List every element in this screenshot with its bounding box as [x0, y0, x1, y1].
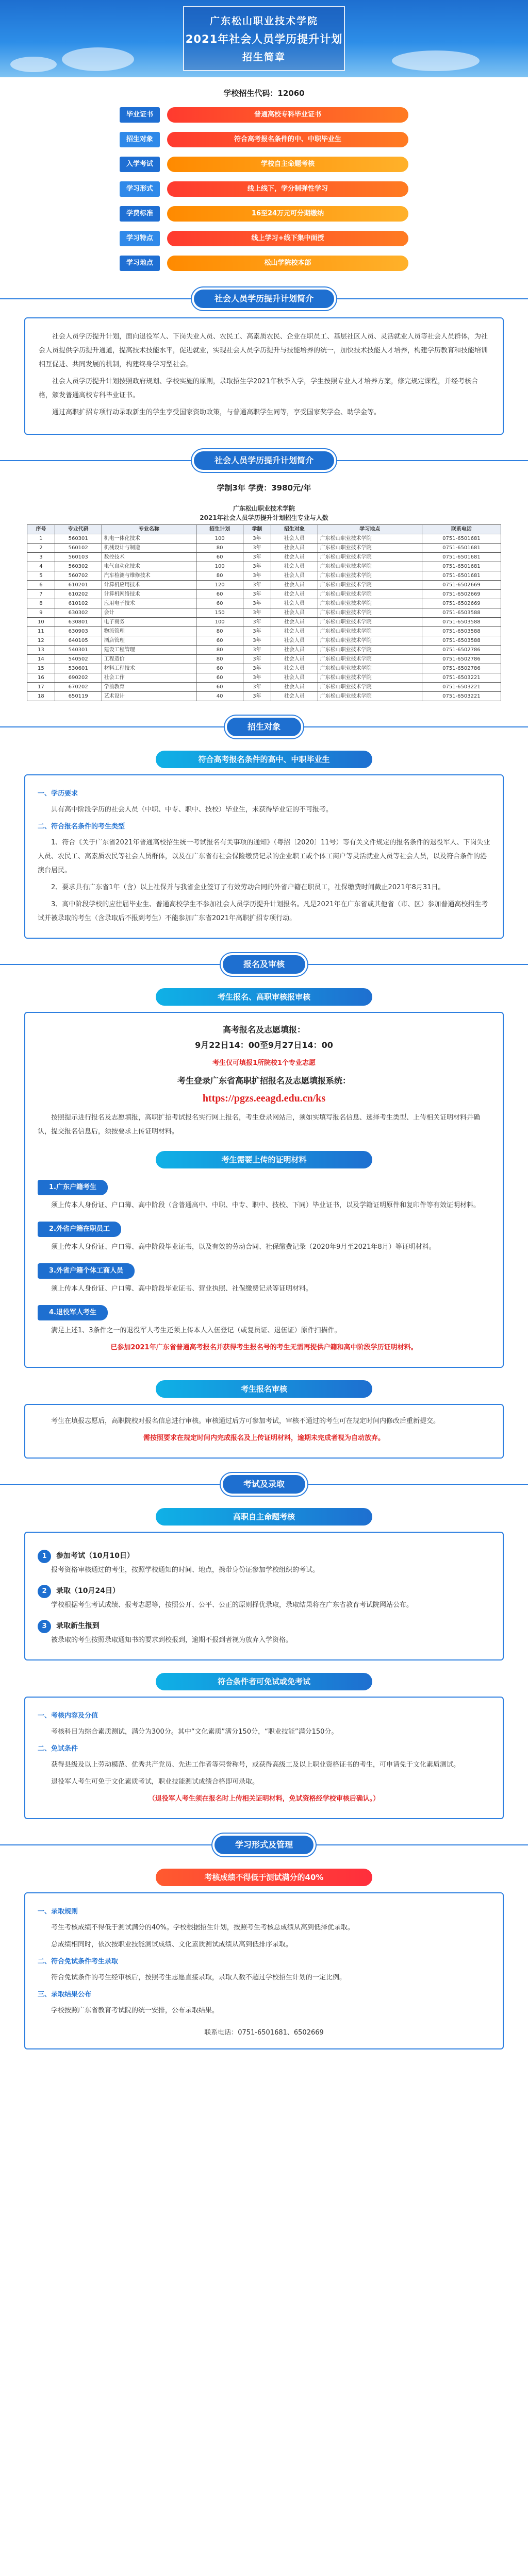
table-cell: 670202: [55, 683, 102, 692]
table-cell: 工程造价: [102, 655, 196, 664]
table-cell: 60: [196, 664, 243, 673]
table-cell: 610102: [55, 599, 102, 608]
school-code-label: 学校招生代码：: [223, 89, 278, 98]
review-title: 考生报名审核: [156, 1380, 372, 1398]
table-cell: 机电一体化技术: [102, 534, 196, 544]
table-cell: 社会人员: [271, 590, 318, 599]
table-cell: 0751-6503221: [422, 692, 501, 701]
table-header-cell: 联系电话: [422, 525, 501, 534]
table-row: [27, 655, 501, 664]
table-cell: 0751-6502669: [422, 599, 501, 608]
contact-phone[interactable]: 0751-6501681、6502669: [238, 2029, 324, 2037]
table-cell: 社会人员: [271, 683, 318, 692]
score-paragraph: 退役军人考生可免于文化素质考试，职业技能测试成绩合格即可录取。: [51, 1778, 259, 1786]
material-note: 已参加2021年广东省普通高考报名并获得考生报名号的考生无需再提供户籍和高中阶段学历证明材料。: [110, 1344, 418, 1351]
table-cell: 3年: [243, 608, 271, 618]
tag-value: 普通高校专科毕业证书: [167, 107, 408, 123]
exam-subhead: 高职自主命题考核: [156, 1508, 372, 1526]
table-row: [27, 673, 501, 683]
tag-value: 16至24万元可分期缴纳: [167, 206, 408, 222]
admit-paragraph: 总成绩相同时，依次按职业技能测试成绩、文化素质测试成绩从高到低排序录取。: [51, 1941, 293, 1948]
table-cell: 630903: [55, 627, 102, 636]
plan-headline: 学制3年 学费：3980元/年: [217, 483, 311, 493]
admit-paragraph: 学校按照广东省教育考试院的统一安排，公布录取结果。: [51, 2007, 219, 2014]
section-title: 社会人员学历提升计划简介: [194, 451, 334, 470]
table-cell: 0751-6502786: [422, 646, 501, 655]
register-box: [24, 1012, 504, 1368]
table-cell: 3年: [243, 544, 271, 553]
target-paragraph: 3、高中阶段学校的应往届毕业生、普通高校学生不参加社会人员学历提升计划报名。凡是2021年在广东省或其他省（市、区）参加普通高校招生考试并被录取的考生（含录取后不报到考生）不能参加广东省2021年高职扩招专项行动。: [38, 901, 488, 922]
table-cell: 社会工作: [102, 673, 196, 683]
table-cell: 计算机网络技术: [102, 590, 196, 599]
tag-label: 学习特点: [120, 231, 160, 246]
score-heading: 二、免试条件: [38, 1745, 78, 1753]
table-cell: 3年: [243, 553, 271, 562]
table-cell: 广东松山职业技术学院: [318, 655, 422, 664]
section-title: 学习形式及管理: [214, 1836, 314, 1854]
tag-label: 学费标准: [120, 206, 160, 222]
table-cell: 社会人员: [271, 544, 318, 553]
intro-box: [24, 317, 504, 435]
table-cell: 广东松山职业技术学院: [318, 608, 422, 618]
table-cell: 15: [27, 664, 55, 673]
table-cell: 0751-6502669: [422, 590, 501, 599]
target-paragraph: 1、符合《关于广东省2021年普通高校招生统一考试报名有关事项的通知》（粤招〔2020〕11号）等有关文件规定的报名条件的退役军人、下岗失业人员、农民工、高素质农民等社会人员群体，以及在广东省有社会保险缴费记录的企业职工或个体工商户等灵活就业人员等社会人员，以及符合条件的港澳台居民。: [38, 839, 490, 874]
table-cell: 广东松山职业技术学院: [318, 692, 422, 701]
table-cell: 3年: [243, 655, 271, 664]
table-cell: 60: [196, 553, 243, 562]
step-text: 报考资格审核通过的考生，按照学校通知的时间、地点，携带身份证参加学校组织的考试。: [51, 1566, 320, 1574]
table-cell: 广东松山职业技术学院: [318, 599, 422, 608]
table-cell: 广东松山职业技术学院: [318, 664, 422, 673]
table-cell: 广东松山职业技术学院: [318, 534, 422, 544]
table-cell: 社会人员: [271, 646, 318, 655]
table-cell: 社会人员: [271, 692, 318, 701]
table-cell: 3年: [243, 627, 271, 636]
table-cell: 14: [27, 655, 55, 664]
target-paragraph: 2、要求具有广东省1年（含）以上社保并与我省企业签订了有效劳动合同的外省户籍在职员工，社保缴费时间截止2021年8月31日。: [51, 884, 445, 891]
table-cell: 560302: [55, 562, 102, 571]
table-cell: 物流管理: [102, 627, 196, 636]
tag-label: 毕业证书: [120, 107, 160, 123]
admit-heading: 三、录取结果公布: [38, 1991, 92, 1998]
table-cell: 艺术设计: [102, 692, 196, 701]
school-name: 广东松山职业技术学院: [209, 15, 318, 27]
table-cell: 60: [196, 590, 243, 599]
admit-subhead: 考核成绩不得低于测试满分的40%: [156, 1869, 372, 1886]
table-cell: 电气自动化技术: [102, 562, 196, 571]
tag-value: 符合高考报名条件的中、中职毕业生: [167, 132, 408, 147]
table-cell: 学前教育: [102, 683, 196, 692]
target-paragraph: 具有高中阶段学历的社会人员（中职、中专、职中、技校）毕业生，未获得毕业证的不可报考。: [51, 806, 333, 814]
table-cell: 9: [27, 608, 55, 618]
step-row: [38, 1619, 490, 1633]
section-header: [0, 716, 528, 738]
table-row: [27, 636, 501, 646]
tag-value: 线上线下，学分制弹性学习: [167, 181, 408, 197]
table-cell: 80: [196, 646, 243, 655]
table-row: [27, 599, 501, 608]
table-cell: 17: [27, 683, 55, 692]
table-cell: 80: [196, 544, 243, 553]
table-cell: 社会人员: [271, 581, 318, 590]
table-cell: 广东松山职业技术学院: [318, 590, 422, 599]
register-url-link[interactable]: https://pgzs.eeagd.edu.cn/ks: [202, 1093, 326, 1104]
table-row: [27, 590, 501, 599]
table-cell: 150: [196, 608, 243, 618]
table-cell: 电子商务: [102, 618, 196, 627]
table-row: [27, 692, 501, 701]
admit-heading: 二、符合免试条件考生录取: [38, 1958, 119, 1965]
step-title: 录取新生报到: [56, 1622, 100, 1630]
admit-paragraph: 考生考核成绩不得低于测试满分的40%。学校根据招生计划，按照考生考核总成绩从高到低择优录取。: [51, 1924, 354, 1931]
table-cell: 广东松山职业技术学院: [318, 636, 422, 646]
contact-line: [38, 2027, 490, 2039]
step-title: 参加考试（10月10日）: [56, 1552, 134, 1560]
step-row: [38, 1584, 490, 1598]
table-cell: 0751-6503221: [422, 673, 501, 683]
table-cell: 0751-6501681: [422, 544, 501, 553]
table-cell: 100: [196, 618, 243, 627]
register-notice: 考生仅可填报1所院校1个专业志愿: [212, 1059, 316, 1067]
table-row: [27, 534, 501, 544]
brochure-title: 招生简章: [242, 52, 286, 63]
plan-title: 2021年社会人员学历提升计划: [185, 33, 343, 45]
table-cell: 汽车检测与维修技术: [102, 571, 196, 581]
step-number: 3: [38, 1620, 51, 1633]
table-cell: 560702: [55, 571, 102, 581]
table-cell: 0751-6503588: [422, 618, 501, 627]
table-cell: 7: [27, 590, 55, 599]
table-header-cell: 序号: [27, 525, 55, 534]
table-cell: 数控技术: [102, 553, 196, 562]
tag-value: 松山学院校本部: [167, 256, 408, 271]
tag-value: 学校自主命题考核: [167, 157, 408, 172]
hero-title-box: [183, 6, 345, 71]
review-text: 考生在填报志愿后，高职院校对报名信息进行审核。审核通过后方可参加考试，审核不通过的考生可在规定时间内修改后重新提交。: [51, 1417, 440, 1425]
table-cell: 3年: [243, 673, 271, 683]
table-row: [27, 627, 501, 636]
table-cell: 630801: [55, 618, 102, 627]
score-box: [24, 1697, 504, 1819]
table-cell: 广东松山职业技术学院: [318, 553, 422, 562]
table-header-cell: 专业名称: [102, 525, 196, 534]
intro-paragraph: 通过高职扩招专项行动录取新生的学生享受国家资助政策，与普通高职学生同等，享受国家奖学金、助学金等。: [52, 409, 381, 416]
table-cell: 3年: [243, 646, 271, 655]
table-cell: 10: [27, 618, 55, 627]
table-cell: 3年: [243, 534, 271, 544]
score-subhead: 符合条件者可免试或免考试: [156, 1673, 372, 1690]
table-cell: 560103: [55, 553, 102, 562]
table-cell: 80: [196, 655, 243, 664]
table-cell: 社会人员: [271, 618, 318, 627]
score-warning: （退役军人考生须在报名时上传相关证明材料，免试资格经学校审核后确认。）: [148, 1795, 380, 1803]
table-cell: 8: [27, 599, 55, 608]
section-title: 报名及审核: [223, 955, 305, 974]
tag-row: [120, 253, 408, 273]
table-cell: 3年: [243, 636, 271, 646]
score-paragraph: 获得县级及以上劳动模范、优秀共产党员、先进工作者等荣誉称号，或获得高级工及以上职业资格证书的考生，可申请免于文化素质测试。: [51, 1761, 460, 1769]
table-header-cell: 专业代码: [55, 525, 102, 534]
score-heading: 一、考核内容及分值: [38, 1712, 98, 1720]
step-row: [38, 1549, 490, 1563]
tag-row: [120, 179, 408, 199]
table-header-cell: 学习地点: [318, 525, 422, 534]
target-heading: 二、符合报名条件的考生类型: [38, 823, 125, 831]
section-title: 社会人员学历提升计划简介: [194, 290, 334, 308]
table-cell: 650119: [55, 692, 102, 701]
table-cell: 建设工程管理: [102, 646, 196, 655]
register-site-label: 考生登录广东省高职扩招报名及志愿填报系统：: [177, 1076, 351, 1086]
table-cell: 3年: [243, 581, 271, 590]
section-header: [0, 1834, 528, 1856]
table-cell: 60: [196, 683, 243, 692]
tag-row: [120, 105, 408, 125]
table-cell: 60: [196, 673, 243, 683]
material-label: 2.外省户籍在职员工: [38, 1222, 121, 1237]
table-row: [27, 664, 501, 673]
review-box: [24, 1404, 504, 1459]
table-cell: 0751-6501681: [422, 562, 501, 571]
review-warning: 需按照要求在规定时间内完成报名及上传证明材料，逾期未完成者视为自动放弃。: [143, 1434, 385, 1442]
step-title: 录取（10月24日）: [56, 1587, 120, 1595]
material-text: 须上传本人身份证、户口簿、高中阶段（含普通高中、中职、中专、职中、技校、下同）毕业证书，以及学籍证明原件和复印件等有效证明材料。: [51, 1201, 481, 1209]
school-code-value: 12060: [277, 89, 305, 98]
table-cell: 广东松山职业技术学院: [318, 581, 422, 590]
intro-paragraph: 社会人员学历提升计划按照政府规划、学校实施的原则，录取招生学2021年秋季入学，学生按照专业人才培养方案，修完规定课程，并经考核合格，颁发普通高校专科毕业证书。: [39, 378, 478, 399]
table-cell: 120: [196, 581, 243, 590]
table-cell: 广东松山职业技术学院: [318, 544, 422, 553]
plan-table: [27, 524, 501, 701]
table-cell: 3年: [243, 664, 271, 673]
tag-label: 招生对象: [120, 132, 160, 147]
school-code: [0, 88, 528, 101]
plan-table-wrap: [27, 504, 501, 701]
table-cell: 610201: [55, 581, 102, 590]
table-cell: 计算机应用技术: [102, 581, 196, 590]
step-text: 被录取的考生按照录取通知书的要求到校报到，逾期不报到者视为放弃入学资格。: [51, 1636, 293, 1644]
table-cell: 3年: [243, 683, 271, 692]
section-title: 招生对象: [227, 718, 301, 736]
register-subhead: 考生报名、高职审核报审核: [156, 988, 372, 1006]
table-cell: 0751-6503588: [422, 627, 501, 636]
table-cell: 3年: [243, 618, 271, 627]
table-cell: 社会人员: [271, 534, 318, 544]
table-cell: 100: [196, 534, 243, 544]
table-cell: 80: [196, 571, 243, 581]
table-row: [27, 646, 501, 655]
tag-row: [120, 229, 408, 248]
table-cell: 0751-6502786: [422, 664, 501, 673]
section-header: [0, 287, 528, 310]
table-cell: 酒店管理: [102, 636, 196, 646]
table-row: [27, 553, 501, 562]
target-subhead: 符合高考报名条件的高中、中职毕业生: [156, 751, 372, 768]
table-cell: 社会人员: [271, 562, 318, 571]
table-row: [27, 618, 501, 627]
intro-paragraph: 社会人员学历提升计划，面向退役军人、下岗失业人员、农民工、高素质农民、企业在职员工、基层社区人员、灵活就业人员等社会人员群体，为社会人员提供学历提升通道，提高技术技能水平，促进就业，实现社会人员学历提升与技能培养的统一，加快技术技能人才培养，构建学历教育和技能培训相互促进、共同发展的机制，构建终身学习型社会。: [39, 333, 488, 368]
table-cell: 690202: [55, 673, 102, 683]
table-cell: 3年: [243, 599, 271, 608]
table-row: [27, 581, 501, 590]
register-note: 按照提示进行报名及志愿填报，高职扩招考试报名实行网上报名，考生登录网站后，须如实填写报名信息、选择考生类型、上传相关证明材料并确认，提交报名信息后，须按要求上传证明材料。: [38, 1114, 481, 1136]
admit-paragraph: 符合免试条件的考生经审核后，按照考生志愿直接录取，录取人数不超过学校招生计划的一定比例。: [51, 1974, 346, 1981]
table-header-cell: 招生对象: [271, 525, 318, 534]
tag-label: 入学考试: [120, 157, 160, 172]
table-cell: 610202: [55, 590, 102, 599]
table-cell: 100: [196, 562, 243, 571]
tag-value: 线上学习+线下集中面授: [167, 231, 408, 246]
table-cell: 3年: [243, 590, 271, 599]
target-heading: 一、学历要求: [38, 790, 78, 798]
table-cell: 社会人员: [271, 636, 318, 646]
table-cell: 0751-6503221: [422, 683, 501, 692]
table-row: [27, 683, 501, 692]
table-cell: 6: [27, 581, 55, 590]
hero-banner: [0, 0, 528, 77]
table-cell: 0751-6501681: [422, 571, 501, 581]
table-cell: 0751-6503588: [422, 608, 501, 618]
register-period-label: 高考报名及志愿填报：: [222, 1025, 305, 1035]
table-cell: 社会人员: [271, 553, 318, 562]
table-subtitle: 2021年社会人员学历提升计划招生专业与人数: [200, 514, 328, 521]
material-label: 4.退役军人考生: [38, 1305, 108, 1320]
admit-heading: 一、录取规则: [38, 1908, 78, 1916]
step-text: 学校根据考生考试成绩、报考志愿等，按照公开、公平、公正的原则择优录取，录取结果将在广东省教育考试院网站公布。: [51, 1601, 414, 1609]
section-header: [0, 449, 528, 472]
table-cell: 0751-6503588: [422, 636, 501, 646]
table-cell: 社会人员: [271, 673, 318, 683]
table-cell: 4: [27, 562, 55, 571]
table-cell: 80: [196, 627, 243, 636]
table-cell: 60: [196, 599, 243, 608]
material-label: 1.广东户籍考生: [38, 1180, 108, 1195]
exam-box: [24, 1532, 504, 1660]
table-cell: 广东松山职业技术学院: [318, 646, 422, 655]
material-text: 须上传本人身份证、户口簿、高中阶段毕业证书、营业执照、社保缴费记录等证明材料。: [51, 1285, 313, 1293]
table-cell: 广东松山职业技术学院: [318, 562, 422, 571]
tag-row: [120, 155, 408, 174]
section-header: [0, 953, 528, 976]
table-cell: 应用电子技术: [102, 599, 196, 608]
table-cell: 社会人员: [271, 571, 318, 581]
table-cell: 11: [27, 627, 55, 636]
table-cell: 540502: [55, 655, 102, 664]
table-cell: 18: [27, 692, 55, 701]
tag-label: 学习地点: [120, 256, 160, 271]
table-header-cell: 学制: [243, 525, 271, 534]
table-cell: 3年: [243, 562, 271, 571]
register-period-value: 9月22日14：00至9月27日14：00: [195, 1040, 333, 1050]
materials-title: 考生需要上传的证明材料: [156, 1151, 372, 1168]
table-cell: 广东松山职业技术学院: [318, 571, 422, 581]
tag-row: [120, 130, 408, 149]
target-box: [24, 774, 504, 939]
table-cell: 530601: [55, 664, 102, 673]
section-header: [0, 1473, 528, 1496]
table-cell: 0751-6502786: [422, 655, 501, 664]
table-row: [27, 608, 501, 618]
table-row: [27, 562, 501, 571]
table-cell: 60: [196, 636, 243, 646]
table-cell: 540301: [55, 646, 102, 655]
table-cell: 3年: [243, 692, 271, 701]
admit-box: [24, 1892, 504, 2049]
table-cell: 1: [27, 534, 55, 544]
table-cell: 广东松山职业技术学院: [318, 627, 422, 636]
table-cell: 0751-6502669: [422, 581, 501, 590]
table-cell: 社会人员: [271, 599, 318, 608]
table-header-cell: 招生计划: [196, 525, 243, 534]
table-cell: 广东松山职业技术学院: [318, 618, 422, 627]
table-cell: 社会人员: [271, 664, 318, 673]
table-cell: 640105: [55, 636, 102, 646]
table-cell: 3: [27, 553, 55, 562]
table-cell: 广东松山职业技术学院: [318, 683, 422, 692]
table-cell: 机械设计与制造: [102, 544, 196, 553]
table-cell: 630302: [55, 608, 102, 618]
table-row: [27, 571, 501, 581]
score-paragraph: 考核科目为综合素质测试，满分为300分。其中“文化素质”满分150分，“职业技能”满分150分。: [51, 1728, 338, 1736]
table-cell: 社会人员: [271, 627, 318, 636]
step-number: 2: [38, 1585, 51, 1598]
material-text: 满足上述1、3条件之一的退役军人考生还须上传本人入伍登记（或复员证、退伍证）原件扫描件。: [51, 1327, 341, 1334]
table-cell: 会计: [102, 608, 196, 618]
material-label: 3.外省户籍个体工商人员: [38, 1263, 135, 1279]
table-cell: 40: [196, 692, 243, 701]
table-cell: 16: [27, 673, 55, 683]
table-cell: 12: [27, 636, 55, 646]
section-title: 考试及录取: [223, 1475, 305, 1494]
table-cell: 0751-6501681: [422, 553, 501, 562]
table-cell: 2: [27, 544, 55, 553]
table-cell: 560102: [55, 544, 102, 553]
table-cell: 3年: [243, 571, 271, 581]
table-cell: 13: [27, 646, 55, 655]
material-text: 须上传本人身份证、户口簿、高中阶段毕业证书，以及有效的劳动合同、社保缴费记录（2020年9月至2021年8月）等证明材料。: [51, 1243, 436, 1251]
table-cell: 560301: [55, 534, 102, 544]
summary-tags: [120, 105, 408, 273]
table-cell: 0751-6501681: [422, 534, 501, 544]
table-cell: 广东松山职业技术学院: [318, 673, 422, 683]
tag-row: [120, 204, 408, 224]
step-number: 1: [38, 1550, 51, 1563]
contact-label: 联系电话：: [204, 2029, 238, 2037]
table-row: [27, 544, 501, 553]
table-cell: 社会人员: [271, 608, 318, 618]
table-cell: 5: [27, 571, 55, 581]
table-cell: 社会人员: [271, 655, 318, 664]
table-cell: 材料工程技术: [102, 664, 196, 673]
table-title: 广东松山职业技术学院: [233, 505, 295, 512]
tag-label: 学习形式: [120, 181, 160, 197]
